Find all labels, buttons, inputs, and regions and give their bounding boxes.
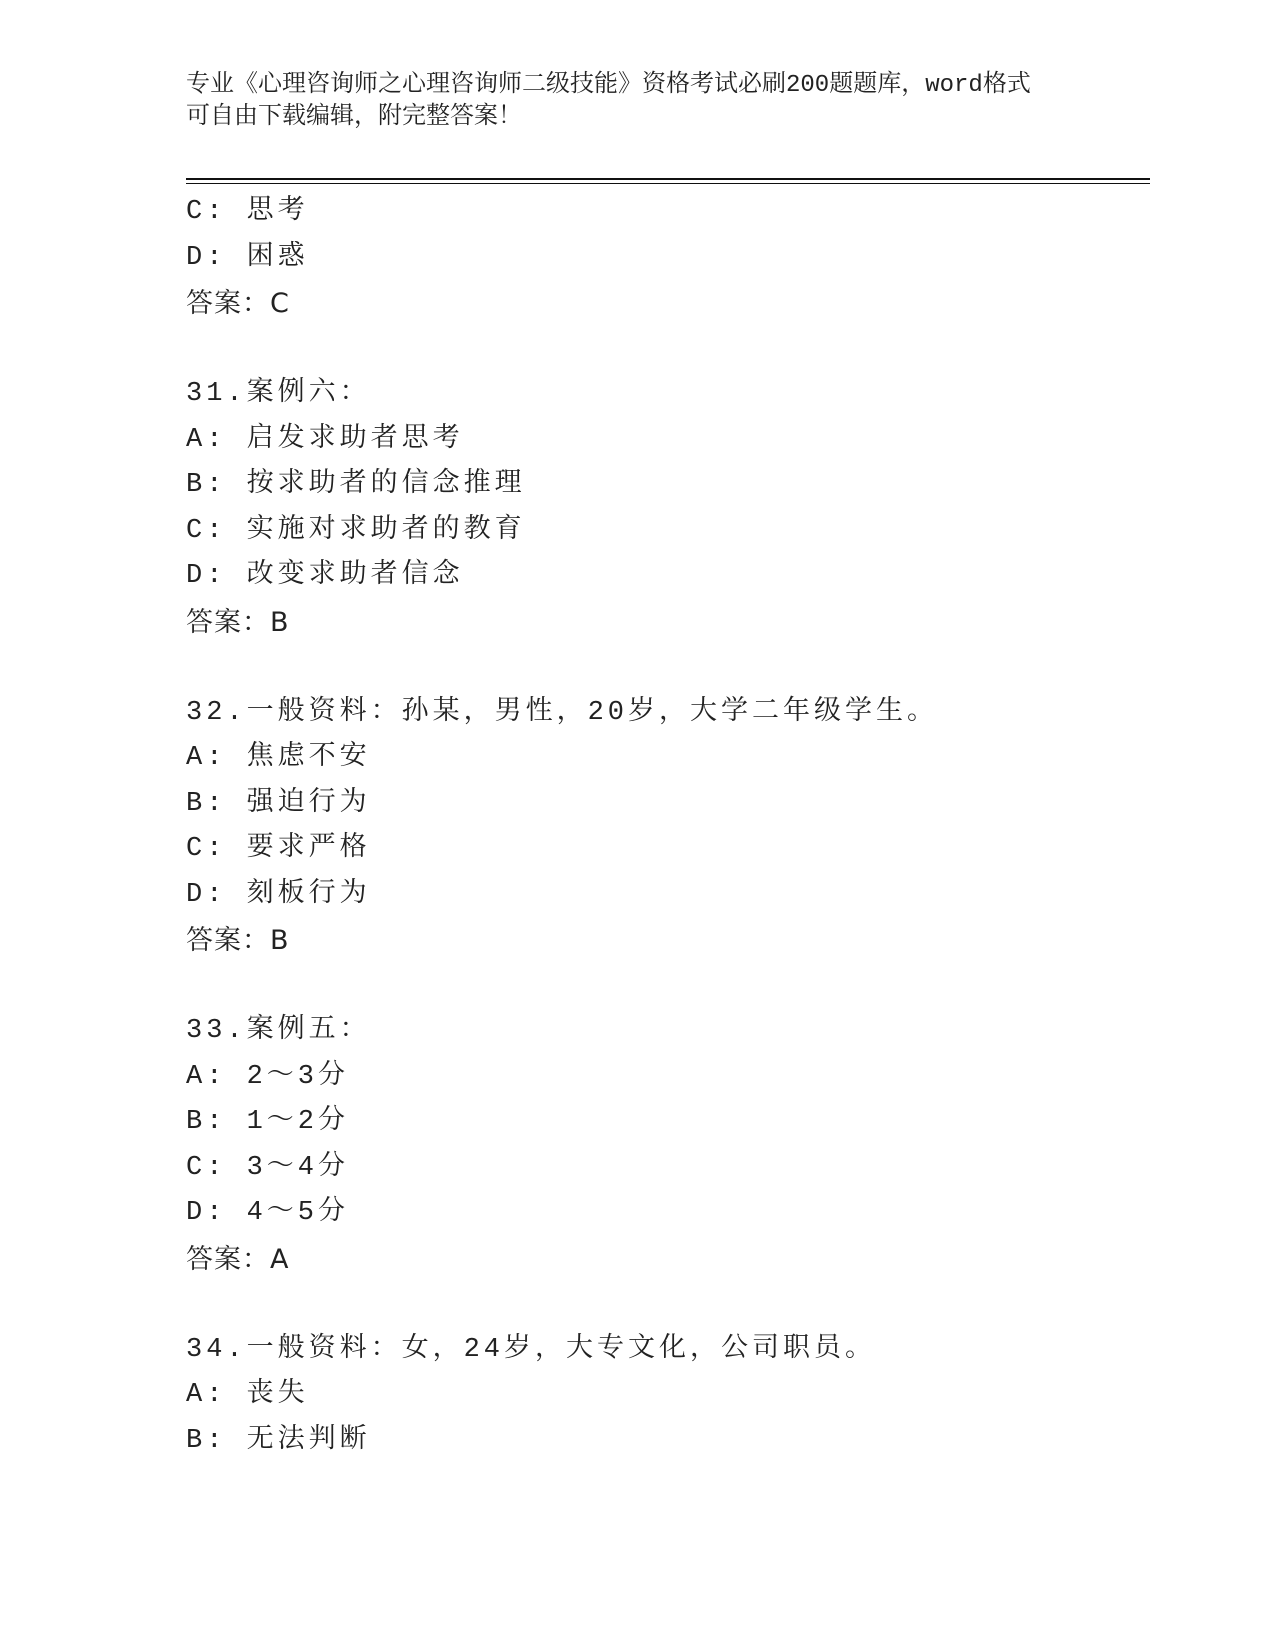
question-stem-31: 31.案例六：: [186, 379, 371, 409]
option-b: B: 强迫行为: [186, 788, 371, 819]
header-divider: [186, 178, 1150, 180]
option-c: C: 3～4分: [186, 1152, 350, 1183]
answer-line: 答案：C: [186, 288, 290, 319]
option-d: D: 刻板行为: [186, 879, 371, 910]
option-a: A: 启发求助者思考: [186, 424, 464, 455]
answer-line: 答案：B: [186, 925, 290, 956]
option-a: A: 焦虑不安: [186, 743, 371, 773]
header-divider-thin: [186, 183, 1150, 184]
option-c: C: 要求严格: [186, 834, 371, 864]
question-stem-32: 32.一般资料：孙某，男性，20岁，大学二年级学生。: [186, 697, 939, 728]
option-b: B: 按求助者的信念推理: [186, 470, 526, 500]
spacer: [186, 964, 1150, 1010]
option-a: A: 丧失: [186, 1380, 309, 1410]
option-d: D: 困惑: [186, 242, 309, 273]
option-c: C: 思考: [186, 197, 309, 227]
header-line-2: 可自由下载编辑，附完整答案！: [186, 104, 522, 131]
option-b: B: 1～2分: [186, 1107, 350, 1137]
question-stem-33: 33.案例五：: [186, 1016, 371, 1046]
spacer: [186, 1282, 1150, 1328]
question-stem-34: 34.一般资料：女，24岁，大专文化，公司职员。: [186, 1334, 877, 1365]
answer-line: 答案：B: [186, 606, 290, 638]
spacer: [186, 327, 1150, 373]
header-line-1: 专业《心理咨询师之心理咨询师二级技能》资格考试必刷200题题库，word格式: [186, 72, 1031, 99]
spacer: [186, 645, 1150, 691]
option-c: C: 实施对求助者的教育: [186, 515, 526, 546]
question-list: [186, 190, 1150, 1464]
option-d: D: 4～5分: [186, 1198, 350, 1228]
option-b: B: 无法判断: [186, 1425, 371, 1456]
page-header: [186, 70, 1066, 134]
option-a: A: 2～3分: [186, 1061, 350, 1092]
option-d: D: 改变求助者信念: [186, 561, 464, 591]
answer-line: 答案：A: [186, 1243, 290, 1275]
